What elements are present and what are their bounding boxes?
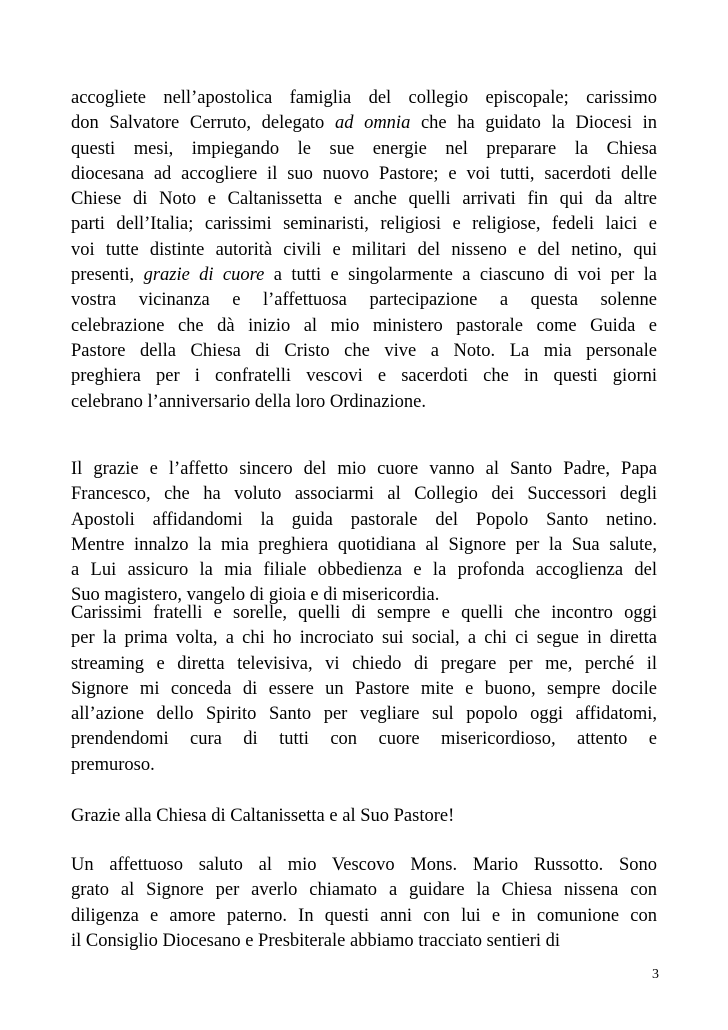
- text-line: [71, 702, 657, 727]
- text-run: diocesana ad accogliere il suo nuovo Pastore; e voi tutti, sacerdoti delle: [71, 163, 657, 184]
- page-number: 3: [652, 967, 659, 982]
- text-run: celebrazione che dà inizio al mio ministero pastorale come Guida e: [71, 315, 657, 336]
- text-run: Un affettuoso saluto al mio Vescovo Mons. Mario Russotto. Sono: [71, 855, 657, 875]
- text-run: Grazie alla Chiesa di Caltanissetta e al Suo Pastore!: [71, 806, 455, 826]
- text-run: don Salvatore Cerruto, delegato: [71, 113, 335, 134]
- text-line: [71, 390, 657, 415]
- text-run: presenti,: [71, 265, 144, 286]
- text-run: a tutti e singolarmente a ciascuno di voi per la: [264, 265, 658, 286]
- text-line: [71, 86, 657, 111]
- text-run: Mentre innalzo la mia preghiera quotidiana al Signore per la Sua salute,: [71, 534, 657, 555]
- text-line: [71, 558, 657, 583]
- text-line: [71, 314, 657, 339]
- text-line: [71, 533, 657, 558]
- text-run: vostra vicinanza e l’affettuosa partecipazione a questa solenne: [71, 290, 657, 311]
- text-run: Suo magistero, vangelo di gioia e di misericordia.: [71, 585, 440, 606]
- text-line: [71, 482, 657, 507]
- text-line: [71, 364, 657, 389]
- text-run: all’azione dello Spirito Santo per vegliare sul popolo oggi affidatomi,: [71, 704, 657, 725]
- paragraph-holy-father: [71, 457, 657, 609]
- text-line: [71, 111, 657, 136]
- text-line: [71, 904, 657, 929]
- text-run: celebrano l’anniversario della loro Ordinazione.: [71, 391, 426, 412]
- text-run: Francesco, che ha voluto associarmi al Collegio dei Successori degli: [71, 484, 657, 505]
- text-line: [71, 288, 657, 313]
- italic-run: ad omnia: [334, 113, 411, 134]
- text-line: [71, 677, 657, 702]
- text-run: prendendomi cura di tutti con cuore misericordioso: [71, 729, 551, 750]
- text-run: Signore mi conceda di essere un Pastore mite e buono, sempre docile: [71, 678, 657, 699]
- text-line: [71, 878, 657, 903]
- text-line: [71, 804, 657, 829]
- text-run: Carissimi fratelli e sorelle, quelli di sempre e quelli che incontro oggi: [71, 603, 657, 623]
- paragraph-prayer-request: [71, 601, 657, 778]
- text-run: preghiera per i confratelli vescovi e sacerdoti che in questi giorni: [71, 366, 657, 387]
- text-line: [71, 212, 657, 237]
- text-run: il Consiglio Diocesano e Presbiterale abbiamo tracciato sentieri di: [71, 930, 561, 951]
- text-line: [71, 137, 657, 162]
- text-line: [71, 601, 657, 626]
- paragraph-bishop-greeting: [71, 853, 657, 954]
- text-run: accogliete nell’apostolica famiglia del collegio episcopale; carissimo: [71, 88, 657, 108]
- text-line: [71, 652, 657, 677]
- text-line: [71, 238, 657, 263]
- text-run: che ha guidato la Diocesi in: [410, 113, 657, 134]
- text-run: parti dell’Italia; carissimi seminaristi, religiosi e religiose, fedeli laici e: [71, 214, 657, 235]
- text-run: attento e: [555, 729, 657, 750]
- text-line: [71, 508, 657, 533]
- text-run: grato al Signore per averlo chiamato a guidare la Chiesa nissena con: [71, 880, 657, 901]
- text-run: voi tutte distinte autorità civili e militari del nisseno e del netino, qui: [71, 239, 657, 260]
- text-run: premuroso.: [71, 754, 155, 775]
- text-line: [71, 929, 657, 954]
- text-run: questi mesi, impiegando le sue energie nel preparare la Chiesa: [71, 138, 657, 159]
- text-line: [71, 853, 657, 878]
- text-run: Il grazie e l’affetto sincero del mio cuore vanno al Santo Padre, Papa: [71, 459, 657, 479]
- text-run: a Lui assicuro la mia filiale obbedienza e la profonda accoglienza del: [71, 560, 657, 581]
- italic-run: grazie di cuore: [143, 265, 265, 286]
- text-run: Apostoli affidandomi la guida pastorale del Popolo Santo netino.: [71, 509, 657, 530]
- text-run: Pastore della Chiesa di Cristo che vive a Noto. La mia personale: [71, 340, 657, 361]
- paragraph-thanks-caltanissetta: [71, 804, 657, 829]
- text-run: diligenza e amore paterno. In questi anni con lui e in comunione con: [71, 905, 657, 926]
- paragraph-greetings: [71, 86, 657, 415]
- italic-run: ,: [550, 729, 556, 750]
- text-line: [71, 626, 657, 651]
- text-line: [71, 457, 657, 482]
- text-line: [71, 162, 657, 187]
- text-run: Chiese di Noto e Caltanissetta e anche quelli arrivati fin qui da altre: [71, 189, 657, 210]
- text-run: streaming e diretta televisiva, vi chiedo di pregare per me, perché il: [71, 653, 657, 674]
- text-line: [71, 753, 657, 778]
- text-line: [71, 263, 657, 288]
- text-run: per la prima volta, a chi ho incrociato sui social, a chi ci segue in diretta: [71, 628, 657, 649]
- text-line: [71, 727, 657, 752]
- text-line: [71, 339, 657, 364]
- text-line: [71, 187, 657, 212]
